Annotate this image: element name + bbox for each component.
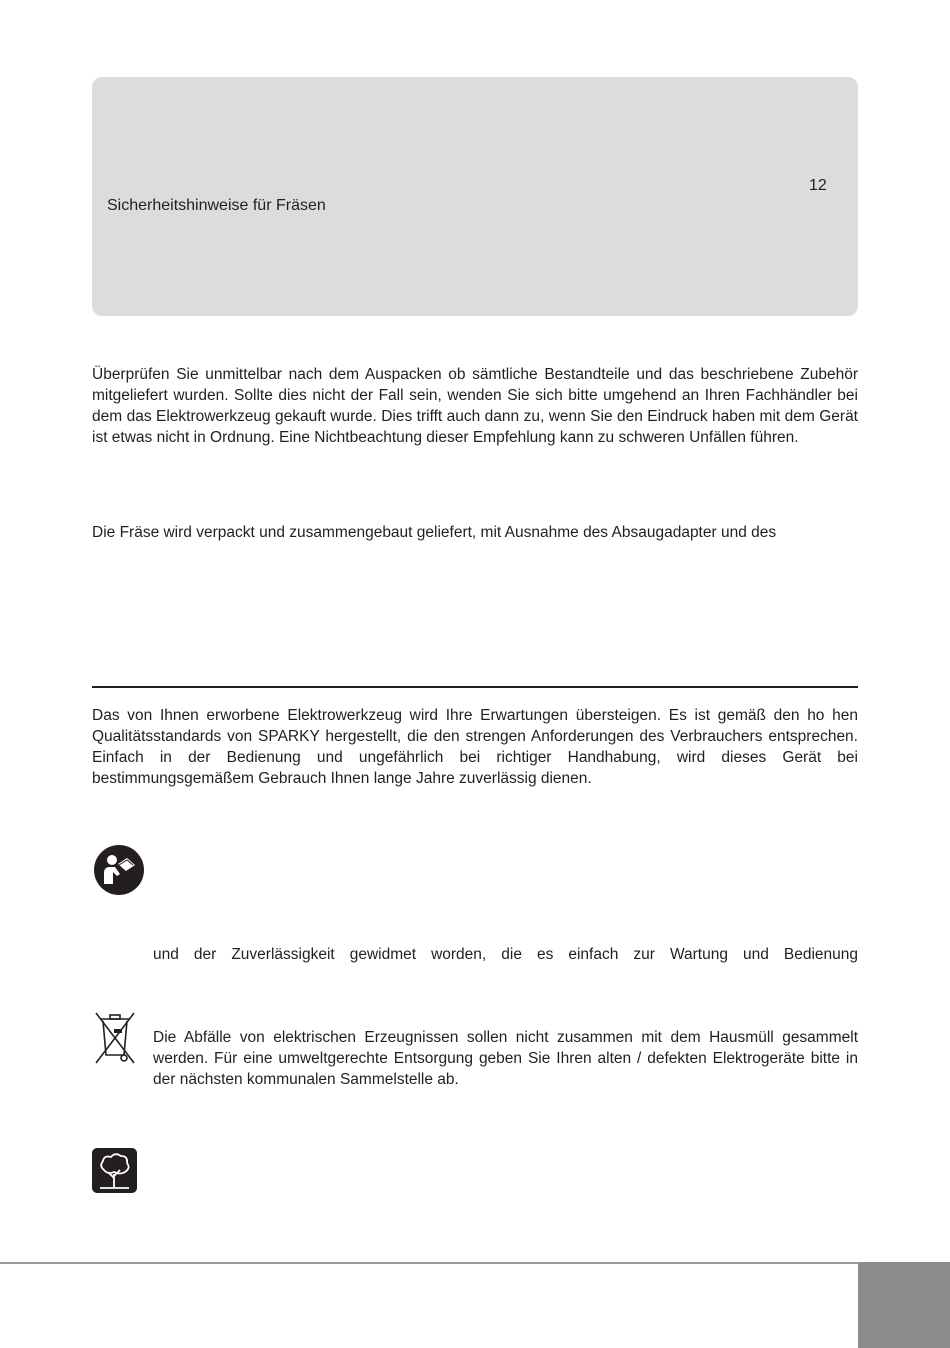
tree-icon (92, 1148, 137, 1193)
toc-entry-label[interactable]: Sicherheitshinweise für Fräsen (107, 197, 326, 214)
section-divider (92, 686, 858, 688)
footer-page-tab (858, 1262, 950, 1348)
read-manual-icon (93, 844, 145, 896)
crossed-out-bin-icon (92, 1009, 138, 1067)
unpacking-paragraph: Überprüfen Sie unmittelbar nach dem Auspacken ob sämtliche Bestandteile und das beschriebene Zubehör mitgeliefert wurden. Sollte dies nicht der Fall sein, wenden Sie sich bitte umgehend an Ihren Fachhändler bei dem das Elektrowerkzeug gekauft wurde. Dies trifft auch dann zu, wenn Sie den Eindruck haben mit dem Gerät ist etwas nicht in Ordnung. Eine Nichtbeachtung dieser Empfehlung kann zu schweren Unfällen führen. (92, 366, 858, 446)
footer-rule (0, 1262, 858, 1264)
delivery-paragraph: Die Fräse wird verpackt und zusammengebaut geliefert, mit Ausnahme des Absaugadapter und des (92, 524, 777, 541)
intro-paragraph: Das von Ihnen erworbene Elektrowerkzeug wird Ihre Erwartungen übersteigen. Es ist gemäß den ho hen Qualitätsstandards von SPARKY hergestellt, die den strengen Anforderungen des Verbrauchers entsprechen. Einfach in der Bedienung und ungefährlich bei richtiger Handhabung, wird dieses Gerät bei bestimmungsgemäßem Gebrauch Ihnen lange Jahre zuverlässig dienen. (92, 707, 858, 787)
toc-entry-page: 12 (809, 177, 827, 194)
disposal-paragraph: Die Abfälle von elektrischen Erzeugnissen sollen nicht zusammen mit dem Hausmüll gesammelt werden. Für eine umweltgerechte Entsorgung geben Sie Ihren alten / defekten Elektrogeräte bitte in der nächsten kommunalen Sammelstelle ab. (153, 1029, 858, 1088)
reliability-paragraph: und der Zuverlässigkeit gewidmet worden, die es einfach zur Wartung und Bedienung (153, 946, 858, 963)
